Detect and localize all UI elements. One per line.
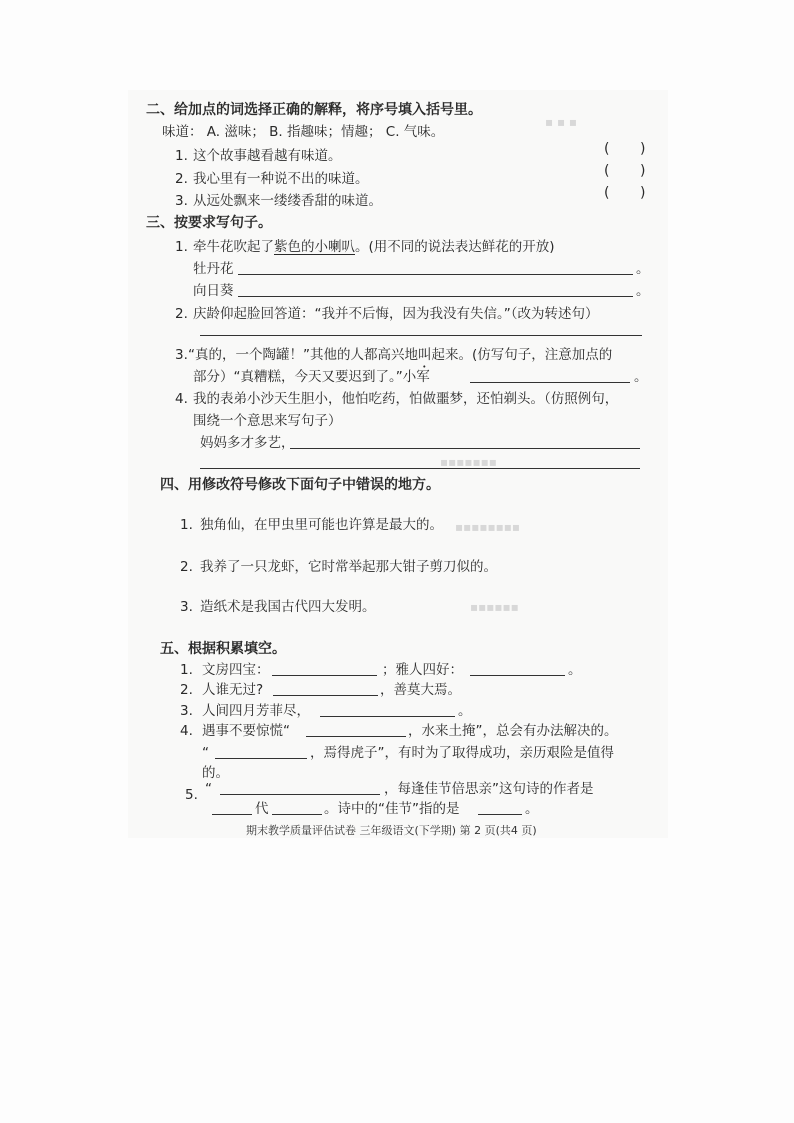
s4-item-1-text: 独角仙，在甲虫里可能也许算是最大的。 <box>200 517 443 533</box>
answer-blank[interactable] <box>272 675 377 676</box>
s3-q1-suffix: 。(用不同的说法表达鲜花的开放) <box>355 239 555 255</box>
s4-item-2-text: 我养了一只龙虾，它时常举起那大钳子剪刀似的。 <box>200 559 497 575</box>
end-period: 。 <box>568 662 582 678</box>
s3-q4-line1: 我的表弟小沙天生胆小，他怕吃药，怕做噩梦，还怕剃头。（仿照例句， <box>193 391 619 407</box>
bleed-through-mark: ▪▪▪▪▪▪▪ <box>440 455 497 469</box>
section-3-title: 三、按要求写句子。 <box>146 215 272 231</box>
answer-blank[interactable] <box>200 335 642 336</box>
answer-blank[interactable] <box>470 675 565 676</box>
end-period: 。 <box>525 801 539 817</box>
s3-q1-sentence <box>193 238 555 256</box>
s5-q5-num: 5. <box>185 787 198 803</box>
answer-blank[interactable] <box>320 716 455 717</box>
s5-q3-a: 人间四月芳菲尽， <box>202 703 310 719</box>
bleed-through-mark: ▪▪▪▪▪▪ <box>470 600 519 614</box>
answer-blank[interactable] <box>290 448 640 449</box>
end-period: 。 <box>458 703 472 719</box>
s4-item-3-text: 造纸术是我国古代四大发明。 <box>200 599 376 615</box>
s5-q4-a: 遇事不要惊慌“ <box>202 723 290 739</box>
answer-paren-close: ) <box>640 185 646 201</box>
s2-item-1-text: 这个故事越看越有味道。 <box>193 148 342 164</box>
word-definitions: 味道： A. 滋味； B. 指趣味；情趣； C. 气味。 <box>162 124 445 140</box>
s2-item-2-num: 2. <box>175 171 188 187</box>
bleed-through-mark: ▪▪▪▪▪▪▪▪ <box>455 520 521 534</box>
s5-q1-a: 文房四宝： <box>202 662 270 678</box>
s4-item-3-num: 3. <box>180 599 193 615</box>
end-period: 。 <box>634 369 648 385</box>
s4-item-2-num: 2. <box>180 559 193 575</box>
s5-q4-c: “ <box>202 745 209 761</box>
s5-q5-b: ，每逢佳节倍思亲”这句诗的作者是 <box>384 781 594 797</box>
s2-item-3-num: 3. <box>175 193 188 209</box>
s3-q4-num: 4. <box>175 391 188 407</box>
s3-q3-line2: 部分）“真糟糕，今天又要迟到了。”小军 <box>193 369 430 385</box>
answer-paren-close: ) <box>640 141 646 157</box>
answer-blank[interactable] <box>200 468 640 469</box>
s2-item-2-text: 我心里有一种说不出的味道。 <box>193 171 369 187</box>
answer-blank[interactable] <box>238 296 633 297</box>
s3-q1-underlined: 紫色的小喇叭 <box>274 239 355 255</box>
bleed-through-mark: ▪ ▪ ▪ <box>545 115 578 129</box>
answer-blank[interactable] <box>470 382 630 383</box>
s5-q3-num: 3. <box>180 703 193 719</box>
s3-q1-num: 1. <box>175 239 188 255</box>
answer-paren-open: ( <box>604 185 610 201</box>
s5-q4-num: 4. <box>180 723 193 739</box>
s3-q3-line1-a: “真的，一个陶罐！”其他的人都高兴地 <box>188 347 418 363</box>
answer-blank[interactable] <box>272 814 322 815</box>
s5-q4-b: ，水来土掩”，总会有办法解决的。 <box>408 723 618 739</box>
answer-blank[interactable] <box>238 274 633 275</box>
s3-q2-num: 2. <box>175 306 188 322</box>
s4-item-1-num: 1. <box>180 517 193 533</box>
answer-blank[interactable] <box>215 758 307 759</box>
s3-q1-label-peony: 牡丹花 <box>193 261 234 277</box>
answer-paren-open: ( <box>604 163 610 179</box>
answer-blank[interactable] <box>273 695 378 696</box>
s3-q2-text: 庆龄仰起脸回答道：“我并不后悔，因为我没有失信。”（改为转述句） <box>193 306 599 322</box>
end-period: 。 <box>636 261 650 277</box>
answer-paren-close: ) <box>640 163 646 179</box>
s3-q4-label: 妈妈多才多艺， <box>200 435 295 451</box>
s3-q1-prefix: 牵牛花吹起了 <box>193 239 274 255</box>
s5-q5-a: “ <box>205 781 212 797</box>
s5-q4-d: ，焉得虎子”，有时为了取得成功，亲历艰险是值得 <box>310 745 614 761</box>
section-2-title: 二、给加点的词选择正确的解释，将序号填入括号里。 <box>146 102 482 118</box>
s5-q2-num: 2. <box>180 682 193 698</box>
s5-q5-d: 。诗中的“佳节”指的是 <box>324 801 460 817</box>
s5-q5-c: 代 <box>255 801 269 817</box>
answer-paren-open: ( <box>604 141 610 157</box>
end-period: 。 <box>636 283 650 299</box>
page-footer: 期末教学质量评估试卷 三年级语文(下学期) 第 2 页(共4 页) <box>246 824 537 837</box>
s3-q3-num: 3. <box>175 347 188 363</box>
s2-item-3-text: 从远处飘来一缕缕香甜的味道。 <box>193 193 382 209</box>
answer-blank[interactable] <box>478 814 522 815</box>
s5-q2-b: ，善莫大焉。 <box>380 682 461 698</box>
section-5-title: 五、根据积累填空。 <box>160 641 286 657</box>
answer-blank[interactable] <box>212 814 252 815</box>
s5-q2-a: 人谁无过? <box>202 682 264 698</box>
s3-q1-label-sunflower: 向日葵 <box>193 283 234 299</box>
answer-blank[interactable] <box>306 736 406 737</box>
s5-q4-e: 的。 <box>202 765 229 781</box>
s3-q3-line1-b: 起来。(仿写句子，注意加点的 <box>431 347 613 363</box>
section-4-title: 四、用修改符号修改下面句子中错误的地方。 <box>160 477 440 493</box>
s5-q1-num: 1. <box>180 662 193 678</box>
s3-q4-line2: 围绕一个意思来写句子） <box>193 413 342 429</box>
s5-q1-b: ；雅人四好： <box>382 662 463 678</box>
answer-blank[interactable] <box>220 794 380 795</box>
s2-item-1-num: 1. <box>175 148 188 164</box>
s3-q3-dotted-word: 叫 <box>418 347 432 363</box>
